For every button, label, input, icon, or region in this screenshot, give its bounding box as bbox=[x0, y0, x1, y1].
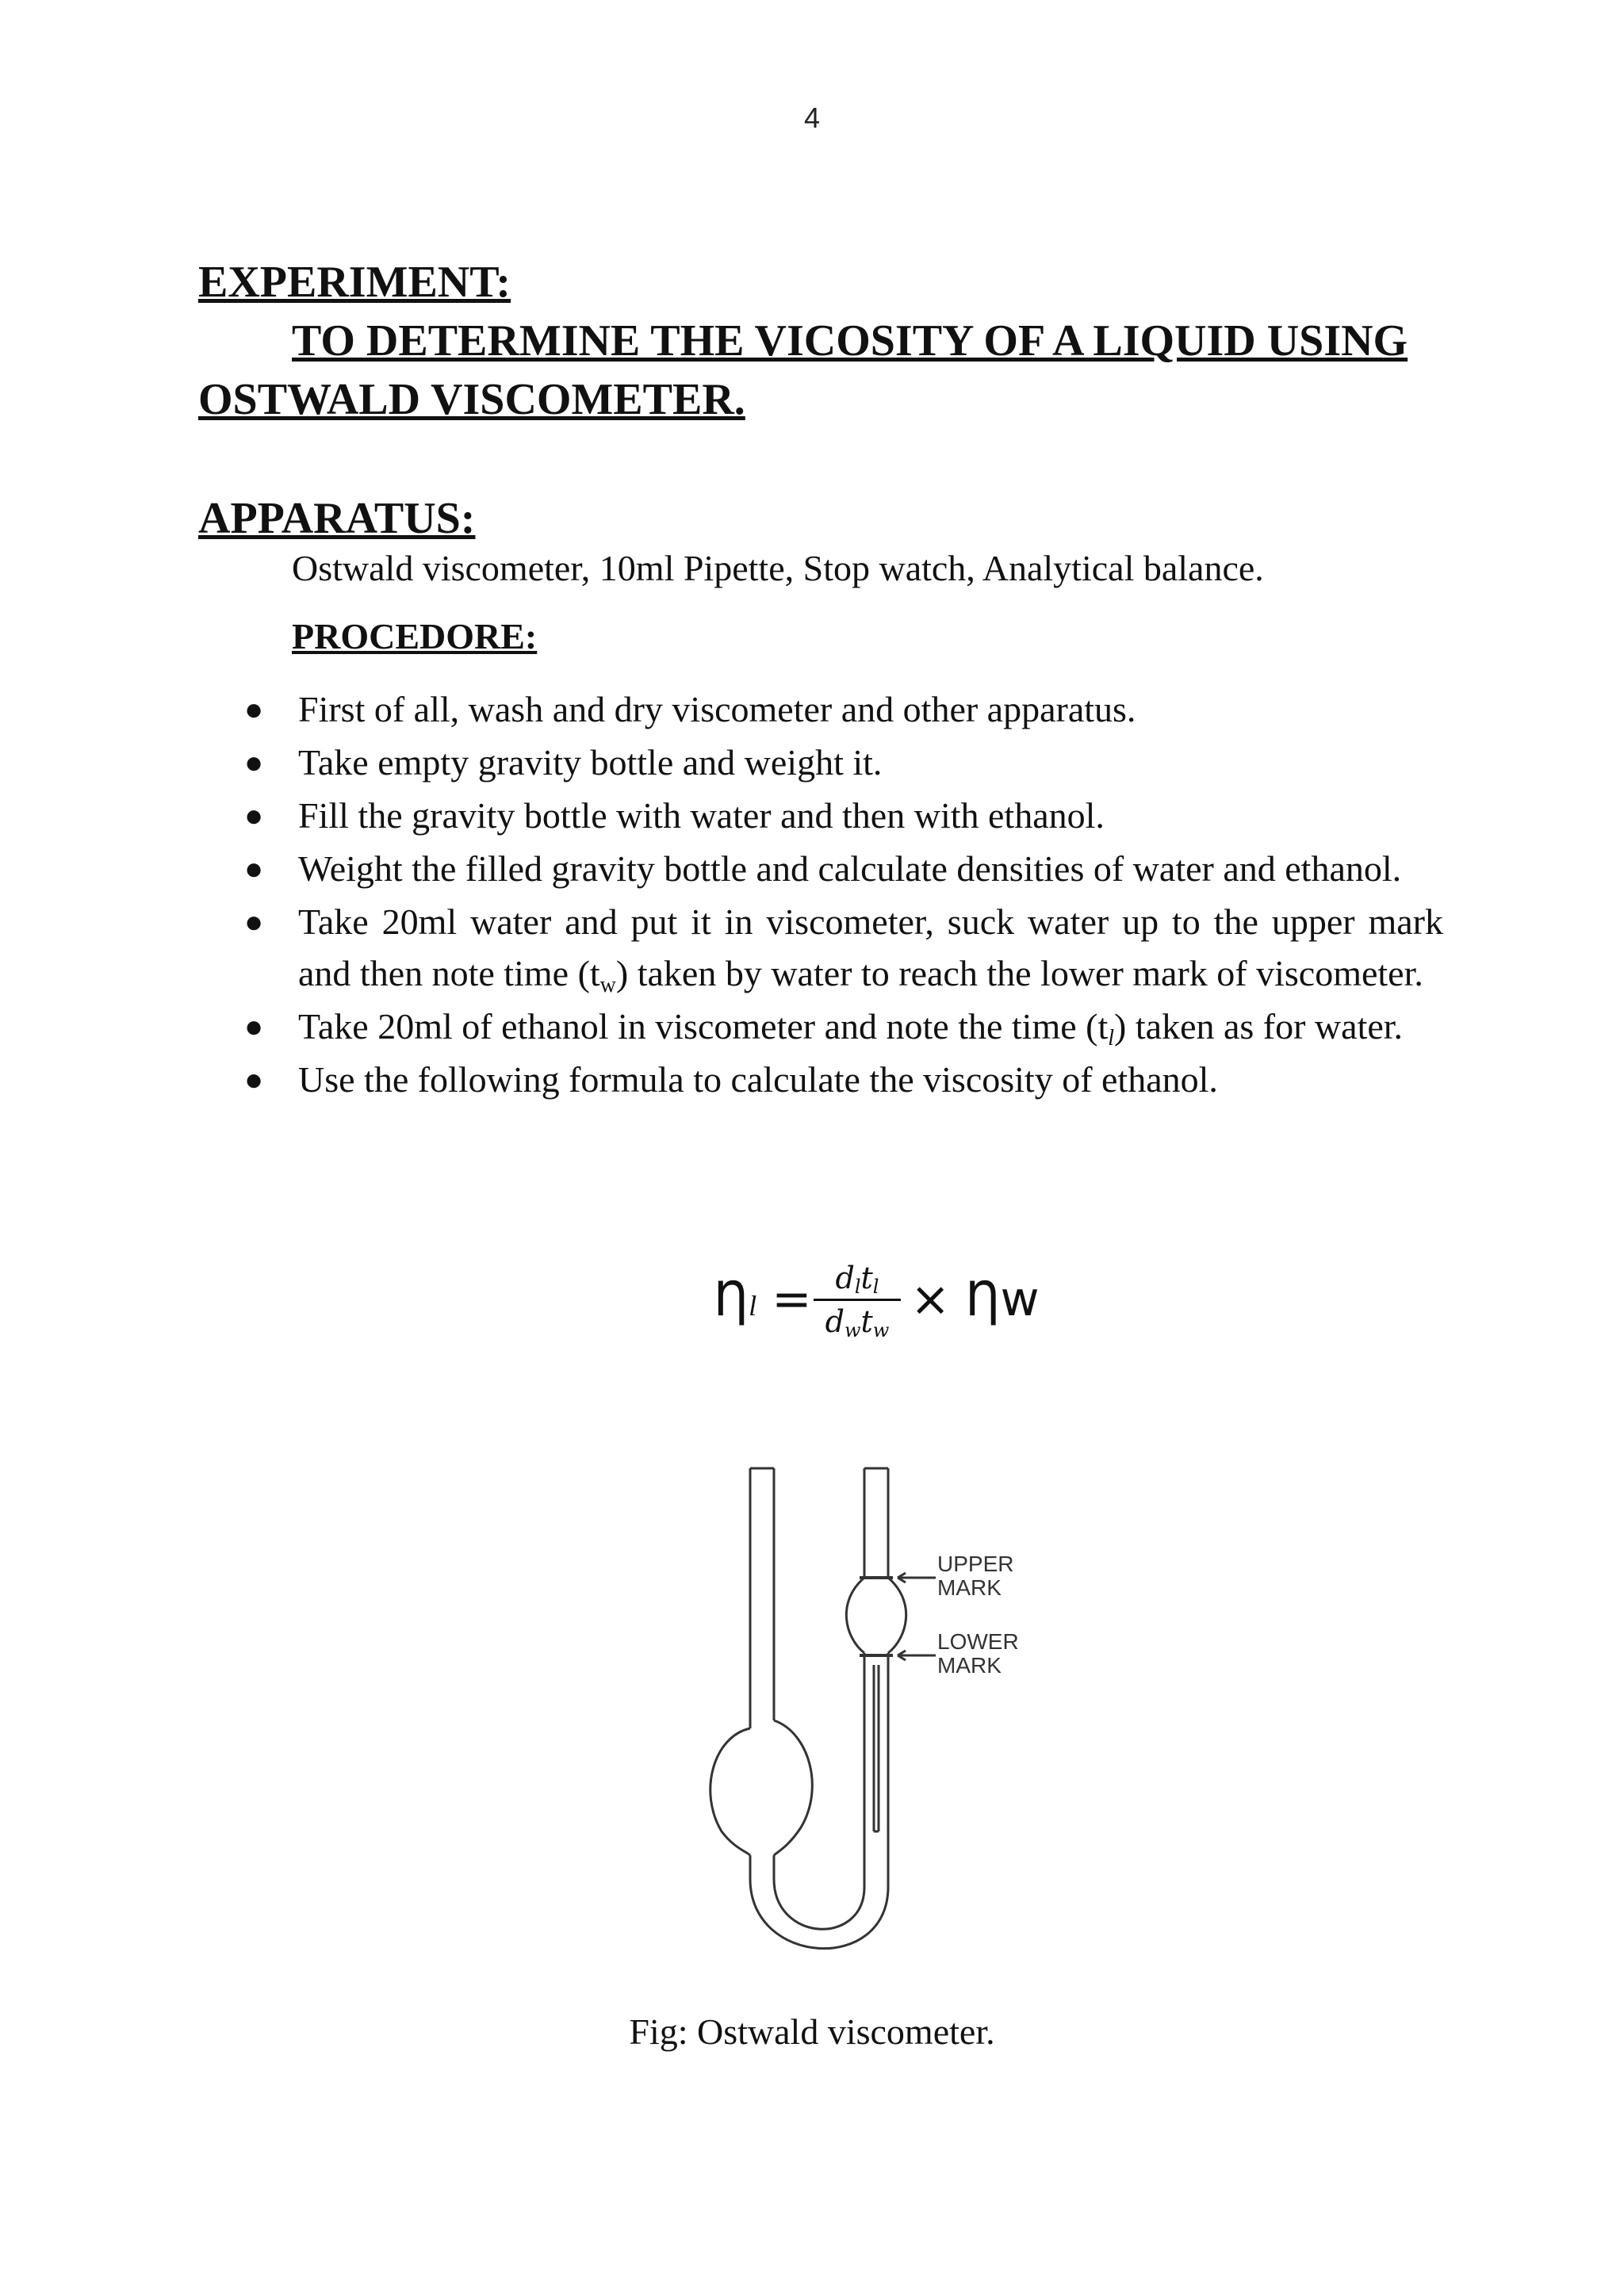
procedure-step: ● Take empty gravity bottle and weight it. bbox=[238, 737, 1443, 788]
upper-mark-label-1: UPPER bbox=[937, 1552, 1014, 1576]
experiment-title-line-2: OSTWALD VISCOMETER. bbox=[198, 375, 745, 424]
upper-mark-label-2: MARK bbox=[937, 1575, 1002, 1600]
formula-denominator: $d_wt_w$ bbox=[825, 1304, 890, 1341]
bullet-icon: ● bbox=[244, 1062, 264, 1097]
u-bend bbox=[750, 1839, 888, 1949]
bullet-icon: ● bbox=[244, 851, 264, 886]
page-number: 4 bbox=[803, 101, 821, 134]
fraction-bar bbox=[814, 1299, 901, 1301]
bullet-icon: ● bbox=[244, 691, 264, 727]
upper-arrow bbox=[898, 1573, 936, 1582]
left-tube bbox=[750, 1468, 774, 1728]
bullet-icon: ● bbox=[244, 1008, 264, 1044]
bullet-icon: ● bbox=[244, 798, 264, 833]
formula-lhs: Ƞl = bbox=[714, 1272, 812, 1327]
lower-bulb bbox=[710, 1720, 813, 1855]
experiment-heading: EXPERIMENT: bbox=[198, 258, 511, 307]
upper-bulb bbox=[846, 1578, 906, 1653]
lower-mark-label-2: MARK bbox=[937, 1653, 1002, 1678]
procedure-step: ● Use the following formula to calculate the viscosity of ethanol. bbox=[238, 1054, 1443, 1105]
bullet-icon: ● bbox=[244, 744, 264, 780]
viscometer-diagram bbox=[690, 1459, 1055, 1974]
apparatus-heading: APPARATUS: bbox=[198, 494, 476, 543]
experiment-title-line-1: TO DETERMINE THE VICOSITY OF A LIQUID USING bbox=[292, 316, 1408, 365]
procedure-heading: PROCEDORE: bbox=[292, 616, 538, 656]
formula-rhs: × Ƞw bbox=[910, 1272, 1040, 1327]
ostwald-viscometer-figure bbox=[690, 1459, 1055, 1974]
procedure-step: ● Fill the gravity bottle with water and then with ethanol. bbox=[238, 790, 1443, 841]
apparatus-list: Ostwald viscometer, 10ml Pipette, Stop watch, Analytical balance. bbox=[292, 548, 1264, 588]
lower-mark-label-1: LOWER bbox=[937, 1629, 1019, 1654]
lower-arrow bbox=[898, 1651, 936, 1660]
procedure-step: ● First of all, wash and dry viscometer and other apparatus. bbox=[238, 683, 1443, 735]
procedure-step: ● Take 20ml water and put it in viscometer, suck water up to the upper mark and then note time $(t_w)$ taken by water to reach the lower mark of viscometer. bbox=[238, 896, 1443, 999]
right-top-tube bbox=[864, 1468, 888, 1578]
capillary-tube bbox=[864, 1653, 888, 1839]
procedure-step: ● Weight the filled gravity bottle and calculate densities of water and ethanol. bbox=[238, 843, 1443, 894]
procedure-step: ● Take 20ml of ethanol in viscometer and note the time $(t_l)$ taken as for water. bbox=[238, 1001, 1443, 1052]
formula-numerator: $d_lt_l$ bbox=[835, 1261, 879, 1298]
formula-fraction bbox=[814, 1259, 901, 1341]
figure-caption: Fig: Ostwald viscometer. bbox=[629, 2011, 995, 2052]
procedure-steps bbox=[238, 683, 1443, 1107]
bullet-icon: ● bbox=[244, 904, 264, 939]
